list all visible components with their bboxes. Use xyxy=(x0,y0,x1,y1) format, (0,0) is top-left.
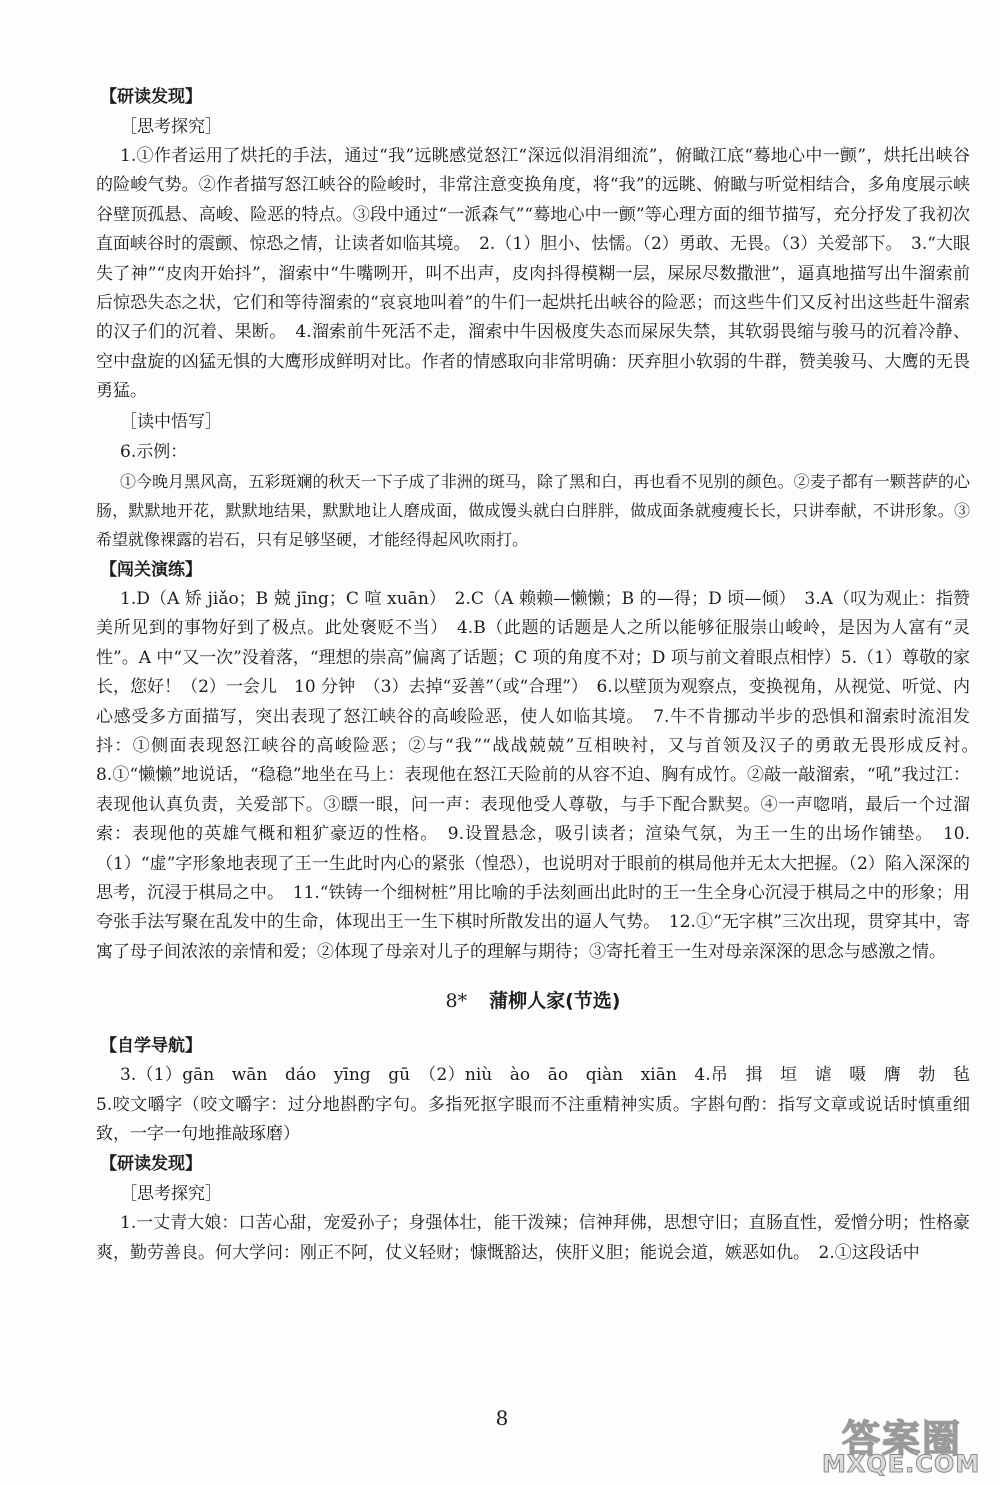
label-read-write: ［读中悟写］ xyxy=(120,411,222,432)
heading-practice: 【闯关演练】 xyxy=(100,559,202,580)
watermark-text: 答案圈 xyxy=(842,1417,963,1461)
heading-self-study: 【自学导航】 xyxy=(100,1036,202,1057)
example-label: 6.示例： xyxy=(120,441,188,462)
label-think-explore-2: ［思考探究］ xyxy=(120,1184,222,1205)
section-number: 8* xyxy=(445,990,468,1013)
page-number: 8 xyxy=(495,1406,509,1430)
watermark-url: MXQE.COM xyxy=(822,1450,981,1478)
section-title xyxy=(96,981,970,1021)
example-sentences: ①今晚月黑风高，五彩斑斓的秋天一下子成了非洲的斑马，除了黑和白，再也看不见别的颜色。②麦子都有一颗菩萨的心肠，默默地开花，默默地结果，默默地让人磨成面，做成馒头就白白胖胖，做成面条就瘦瘦长长，只讲奉献，不讲形象。③希望就像裸露的岩石，只有足够坚硬，才能经得起风吹雨打。 xyxy=(96,471,970,550)
heading-research-discovery: 【研读发现】 xyxy=(100,87,202,107)
label-think-explore: ［思考探究］ xyxy=(120,117,222,137)
self-study-answers: 3.（1）gān wān dáo yīng gū （2）niù ào āo qiàn xiān 4.吊 揖 垣 谑 嗫 膺 勃 毡 5.咬文嚼字（咬文嚼字：过分地斟酌字句。多指死抠字眼而不注重精神实质。字斟句酌：指写文章或说话时慎重细致，一字一句地推敲琢磨） xyxy=(96,1065,987,1144)
heading-research-discovery-2: 【研读发现】 xyxy=(100,1154,202,1175)
think-explore-answers: 1.①作者运用了烘托的手法，通过“我”远眺感觉怒江“深远似涓涓细流”，俯瞰江底“蓦地心中一颤”，烘托出峡谷的险峻气势。②作者描写怒江峡谷的险峻时，非常注意变换角度，将“我”的远眺、俯瞰与听觉相结合，多角度展示峡谷壁顶孤悬、高峻、险恶的特点。③段中通过“一派森气”“蓦地心中一颤”等心理方面的细节描写，充分抒发了我初次直面峡谷时的震颤、惊恐之情，让读者如临其境。 2.（1）胆小、怯懦。（2）勇敢、无畏。（3）关爱部下。 3.“大眼失了神”“皮肉开始抖”，溜索中“牛嘴咧开，叫不出声，皮肉抖得模糊一层，屎尿尽数撒泄”，逼真地描写出牛溜索前后惊恐失态之状，它们和等待溜索的“哀哀地叫着”的牛们一起烘托出峡谷的险恶；而这些牛们又反衬出这些赶牛溜索的汉子们的沉着、果断。 4.溜索前牛死活不走，溜索中牛因极度失态而屎尿失禁，其软弱畏缩与骏马的沉着冷静、空中盘旋的凶猛无惧的大鹰形成鲜明对比。作者的情感取向非常明确：厌弃胆小软弱的牛群，赞美骏马、大鹰的无畏勇猛。 xyxy=(96,146,970,402)
section-name: 蒲柳人家(节选) xyxy=(489,990,621,1013)
page-content xyxy=(96,82,987,1268)
think-explore-answers-2: 1.一丈青大娘：口苦心甜，宠爱孙子；身强体壮，能干泼辣；信神拜佛，思想守旧；直肠直性，爱憎分明；性格豪爽，勤劳善良。何大学问：刚正不阿，仗义轻财；慷慨豁达，侠肝义胆；能说会道，嫉恶如仇。 2.①这段话中 xyxy=(96,1213,970,1263)
practice-answers: 1.D（A 矫 jiǎo；B 兢 jīng；C 喧 xuān） 2.C（A 赖赖—懒懒；B 的—得；D 顷—倾） 3.A（叹为观止：指赞美所见到的事物好到了极点。此处褒贬不当） 4.B（此题的话题是人之所以能够征服崇山峻岭，是因为人富有“灵性”。A 中“又一次”没着落，“理想的崇高”偏离了话题；C 项的角度不对；D 项与前文着眼点相悖）5.（1）尊敬的家长，您好！（2）一会儿 10 分钟 （3）去掉“妥善”（或“合理”） 6.以壁顶为观察点，变换视角，从视觉、听觉、内心感受多方面描写，突出表现了怒江峡谷的高峻险恶，使人如临其境。 7.牛不肯挪动半步的恐惧和溜索时流泪发抖：①侧面表现怒江峡谷的高峻险恶；②与“我”“战战兢兢”互相映衬，又与首领及汉子的勇敢无畏形成反衬。 8.①“懒懒”地说话，“稳稳”地坐在马上：表现他在怒江天险前的从容不迫、胸有成竹。②敲一敲溜索，“吼”我过江：表现他认真负责，关爱部下。③瞟一眼，问一声：表现他受人尊敬，与手下配合默契。④一声唿哨，最后一个过溜索：表现他的英雄气概和粗犷豪迈的性格。 9.设置悬念，吸引读者；渲染气氛，为王一生的出场作铺垫。 10.（1）“虚”字形象地表现了王一生此时内心的紧张（惶恐），也说明对于眼前的棋局他并无太大把握。（2）陷入深深的思考，沉浸于棋局之中。 11.“铁铸一个细树桩”用比喻的手法刻画出此时的王一生全身心沉浸于棋局之中的形象；用夸张手法写聚在乱发中的生命，体现出王一生下棋时所散发出的逼人气势。 12.①“无字棋”三次出现，贯穿其中，寄寓了母子间浓浓的亲情和爱；②体现了母亲对儿子的理解与期待；③寄托着王一生对母亲深深的思念与感激之情。 xyxy=(96,588,987,962)
watermark-logo xyxy=(822,1408,992,1478)
